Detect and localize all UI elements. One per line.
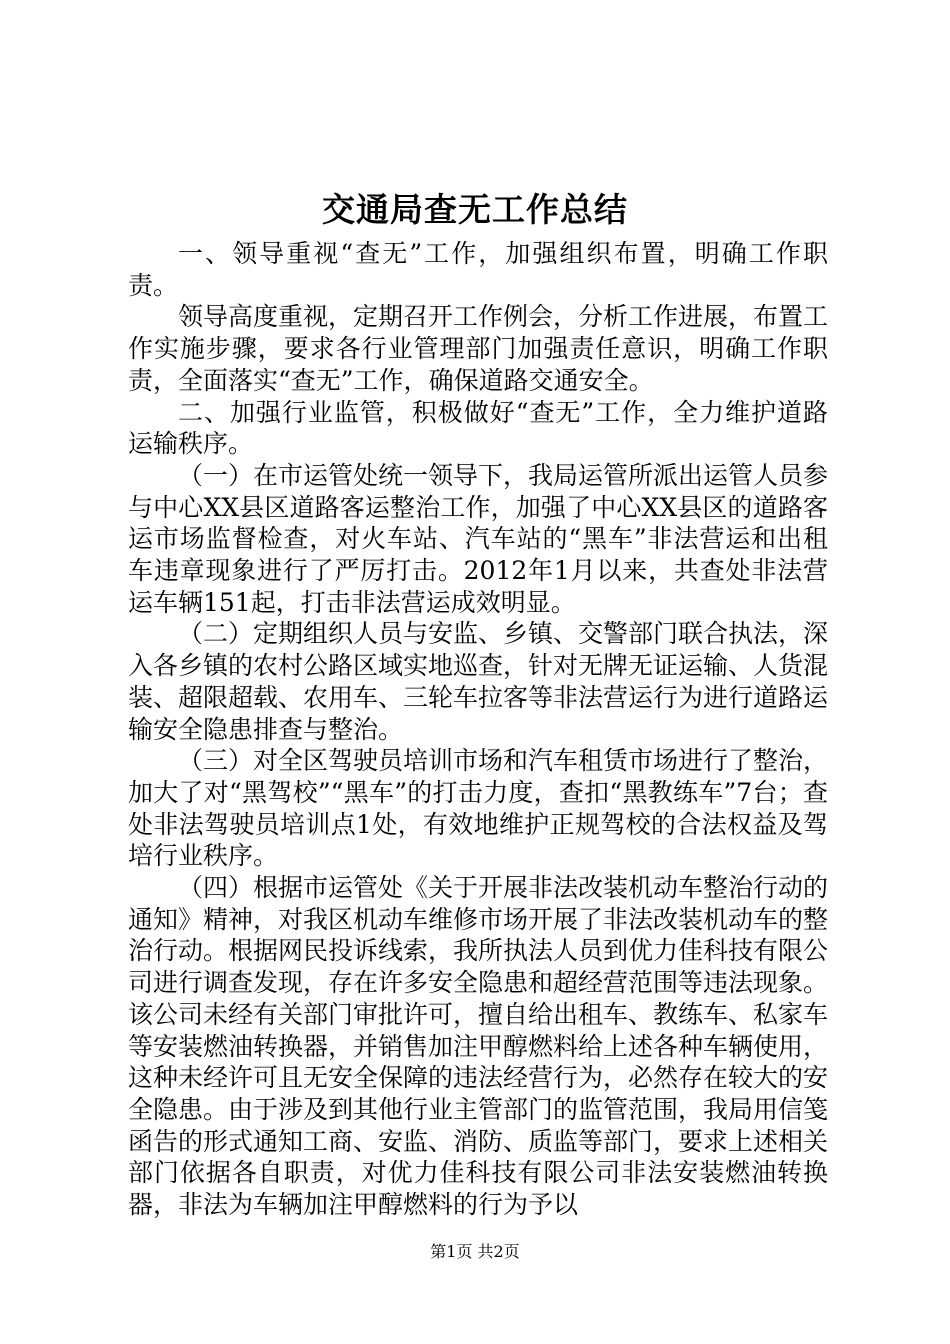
paragraph-item-3: （三）对全区驾驶员培训市场和汽车租赁市场进行了整治，加大了对“黑驾校”“黑车”的打击力度，查扣“黑教练车”7台；查处非法驾驶员培训点1处，有效地维护正规驾校的合法权益及驾培行业秩序。 (128, 746, 829, 871)
page-footer: 第1页 共2页 (430, 1242, 520, 1261)
paragraph-item-2: （二）定期组织人员与安监、乡镇、交警部门联合执法，深入各乡镇的农村公路区域实地巡查，针对无牌无证运输、人货混装、超限超载、农用车、三轮车拉客等非法营运行为进行道路运输安全隐患排查与整治。 (128, 619, 829, 744)
paragraph-section-1-body: 领导高度重视，定期召开工作例会，分析工作进展，布置工作实施步骤，要求各行业管理部门加强责任意识，明确工作职责，全面落实“查无”工作，确保道路交通安全。 (128, 302, 829, 395)
paragraph-section-1-heading: 一、领导重视“查无”工作，加强组织布置，明确工作职责。 (128, 239, 828, 300)
paragraph-section-2-heading: 二、加强行业监管，积极做好“查无”工作，全力维护道路运输秩序。 (128, 397, 828, 459)
document-body (128, 238, 828, 1221)
paragraph-item-1: （一）在市运管处统一领导下，我局运管所派出运管人员参与中心XX县区道路客运整治工作，加强了中心XX县区的道路客运市场监督检查，对火车站、汽车站的“黑车”非法营运和出租车违章现象进行了严厉打击。2012年1月以来，共查处非法营运车辆151起，打击非法营运成效明显。 (128, 460, 829, 617)
paragraph-item-4: （四）根据市运管处《关于开展非法改装机动车整治行动的通知》精神，对我区机动车维修市场开展了非法改装机动车的整治行动。根据网民投诉线索，我所执法人员到优力佳科技有限公司进行调查发现，存在许多安全隐患和超经营范围等违法现象。该公司未经有关部门审批许可，擅自给出租车、教练车、私家车等安装燃油转换器，并销售加注甲醇燃料给上述各种车辆使用，这种未经许可且无安全保障的违法经营行为，必然存在较大的安全隐患。由于涉及到其他行业主管部门的监管范围，我局用信笺函告的形式通知工商、安监、消防、质监等部门，要求上述相关部门依据各自职责，对优力佳科技有限公司非法安装燃油转换器，非法为车辆加注甲醇燃料的行为予以 (128, 873, 829, 1220)
document-title: 交通局查无工作总结 (322, 190, 628, 229)
